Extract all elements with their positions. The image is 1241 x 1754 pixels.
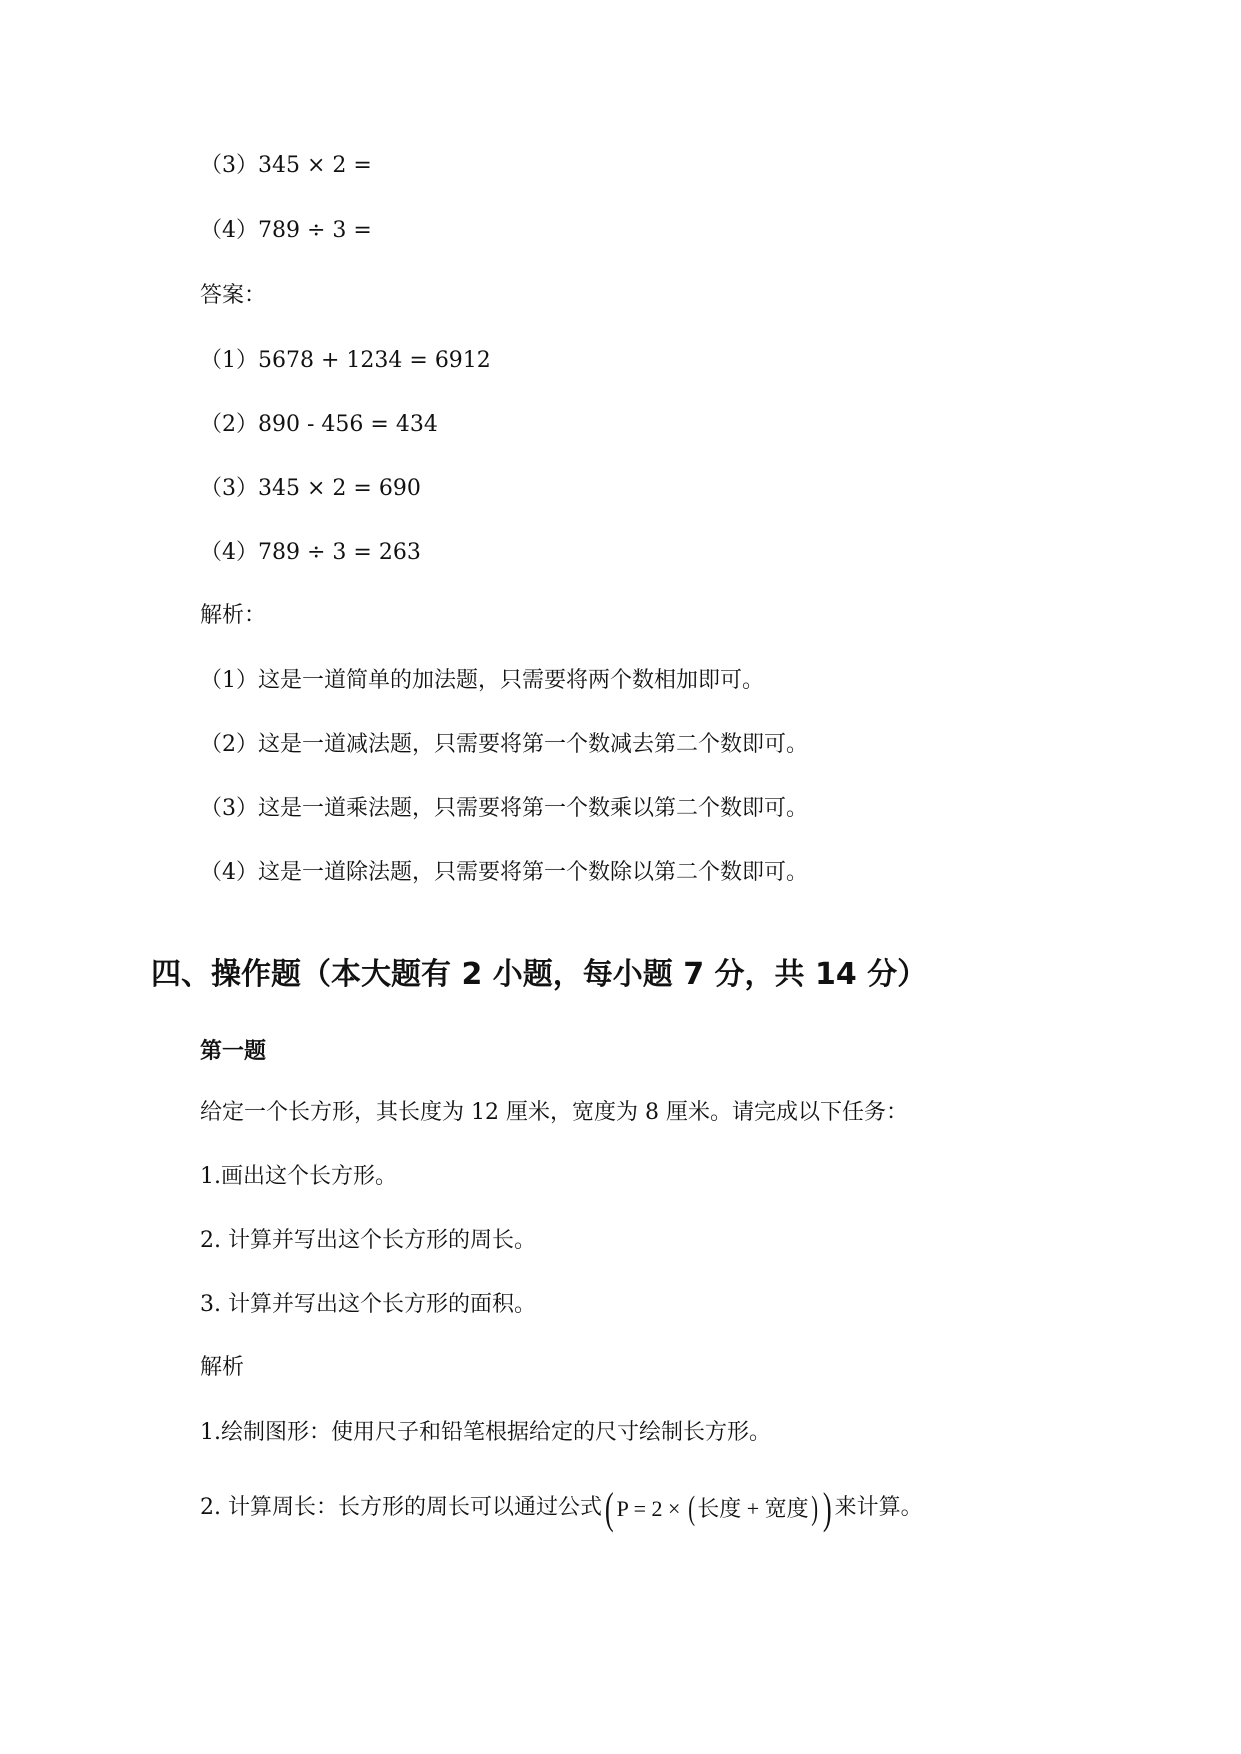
question-4: （4）789 ÷ 3 = <box>200 218 372 243</box>
answer-2: （2）890 - 456 = 434 <box>200 412 438 437</box>
section-analysis-1: 1.绘制图形：使用尺子和铅笔根据给定的尺寸绘制长方形。 <box>200 1420 771 1445</box>
question-subtitle: 第一题 <box>200 1039 267 1064</box>
analysis-2: （2）这是一道减法题，只需要将第一个数减去第二个数即可。 <box>200 732 808 757</box>
section-analysis-label: 解析 <box>200 1355 245 1380</box>
answer-3: （3）345 × 2 = 690 <box>200 476 421 501</box>
analysis-1: （1）这是一道简单的加法题，只需要将两个数相加即可。 <box>200 668 764 693</box>
answer-1: （1）5678 + 1234 = 6912 <box>200 348 491 373</box>
question-3: （3）345 × 2 = <box>200 153 372 178</box>
formula-inner: 长度 + 宽度 <box>697 1495 809 1521</box>
perimeter-formula <box>602 1483 835 1533</box>
analysis-4: （4）这是一道除法题，只需要将第一个数除以第二个数即可。 <box>200 860 808 885</box>
formula-inner-open-paren: ( <box>688 1489 695 1527</box>
formula-open-paren: ( <box>604 1483 614 1533</box>
analysis-3: （3）这是一道乘法题，只需要将第一个数乘以第二个数即可。 <box>200 796 808 821</box>
analysis-2-suffix: 来计算。 <box>834 1494 923 1520</box>
section-title: 四、操作题（本大题有 2 小题，每小题 7 分，共 14 分） <box>151 957 928 992</box>
section-analysis-2 <box>200 1483 923 1533</box>
answers-label: 答案： <box>200 283 267 308</box>
formula-lhs: P = 2 × <box>616 1495 681 1521</box>
task-2: 2. 计算并写出这个长方形的周长。 <box>200 1228 536 1253</box>
formula-close-paren: ) <box>822 1483 832 1533</box>
question-prompt: 给定一个长方形，其长度为 12 厘米，宽度为 8 厘米。请完成以下任务： <box>200 1100 908 1125</box>
answer-4: （4）789 ÷ 3 = 263 <box>200 540 421 565</box>
task-1: 1.画出这个长方形。 <box>200 1164 397 1189</box>
formula-inner-close-paren: ) <box>810 1489 818 1527</box>
task-3: 3. 计算并写出这个长方形的面积。 <box>200 1292 536 1317</box>
analysis-2-prefix: 2. 计算周长：长方形的周长可以通过公式 <box>200 1494 602 1520</box>
analysis-label: 解析： <box>200 603 267 628</box>
